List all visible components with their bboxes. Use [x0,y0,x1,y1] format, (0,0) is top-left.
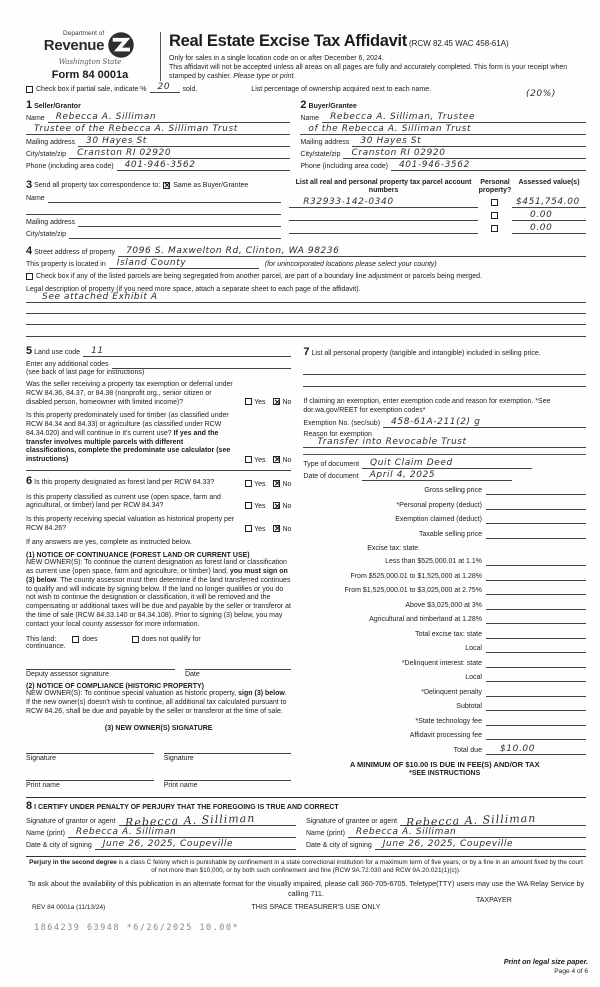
does-label: does [82,636,98,644]
correspondence-label: Send all property tax correspondence to: [34,181,161,189]
deputy-assessor-signature-label: Deputy assessor signature [26,671,109,679]
partial-sale-checkbox[interactable] [26,86,33,93]
buyer-name-label: Name [300,115,320,123]
sold-label: sold. [182,86,198,94]
section-7-divider [303,454,586,455]
print-name-label: Print name [26,781,60,789]
parcel-number-field-1[interactable] [289,198,478,208]
seller-mailing-field[interactable] [78,138,290,147]
title-rcw-reference: (RCW 82.45 WAC 458-61A) [408,39,509,48]
notice1-text-bold: you must sign on (3) below [26,568,288,584]
street-address-label: Street address of property [34,249,116,257]
type-or-print-note: Please type or print. [233,73,296,81]
street-address-value: 7096 S. Maxwelton Rd, Clinton, WA 98236 [126,246,340,257]
section-7 [300,345,586,789]
delinquent-penalty-field[interactable] [486,688,586,697]
seller-city-field[interactable] [69,150,290,159]
this-land-label: This land: [26,636,57,644]
signature-label: Signature [26,754,56,762]
fee-label: Affidavit processing fee [409,732,482,740]
buyer-grantee-title: Buyer/Grantee [308,103,357,111]
section-5-number: 5 [26,345,33,358]
section-8-number: 8 [26,799,33,812]
notice-continuance-title: (1) NOTICE OF CONTINUANCE (FOREST LAND OR CURRENT USE) [26,552,250,560]
current-use-no-checkbox[interactable] [273,502,280,509]
land-does-not-checkbox[interactable] [132,636,139,643]
yes-label: Yes [254,525,266,533]
reason-for-exemption-label: Reason for exemption [303,430,372,438]
notice-compliance-title: (2) NOTICE OF COMPLIANCE (HISTORIC PROPERTY) [26,683,204,691]
no-label: No [282,525,292,533]
section-3-number: 3 [26,179,33,192]
grantor-certify-block [26,812,306,850]
seller-mailing-value: 30 Hayes St [86,136,147,147]
see-instructions-note: *SEE INSTRUCTIONS [409,769,481,777]
assessed-value-header: Assessed value(s) [518,179,580,187]
segregated-label: Check box if any of the listed parcels are being segregated from another parcel, are part of a boundary line adjustment or parcels being merged. [36,273,482,281]
yes-label: Yes [254,480,266,488]
county-field[interactable] [109,260,259,269]
affidavit-processing-fee-field[interactable] [486,731,586,740]
personal-property-checkbox-3[interactable] [491,225,498,232]
seller-name-field-line2[interactable] [26,126,290,135]
dept-of-label: Department of [63,30,105,37]
timber-question [26,412,239,465]
buyer-city-field[interactable] [343,150,586,159]
total-due-value: $10.00 [499,743,536,754]
fee-label: From $525,000.01 to $1,525,000 at 1.28% [350,572,482,580]
page-footer [26,856,586,933]
historic-no-checkbox[interactable] [273,525,280,532]
exemption-claimed-field[interactable] [486,515,586,524]
county-value: Island County [116,258,187,269]
buyer-phone-value: 401-946-3562 [398,160,470,171]
forest-no-checkbox[interactable] [273,480,280,487]
new-owner-print-name-field-1[interactable] [26,771,154,781]
grantee-signature-field[interactable] [400,811,586,829]
personal-property-checkbox-2[interactable] [491,212,498,219]
assessed-value-field-1[interactable] [512,198,586,208]
deputy-date-label: Date [184,671,200,679]
correspondence-name-field[interactable] [48,194,282,203]
timber-yes-checkbox[interactable] [245,456,252,463]
seller-name-value2: Trustee of the Rebecca A. Silliman Trust [34,124,238,135]
cashier-stamp: 1864239 63948 *6/26/2025 10.00* [34,922,240,933]
historic-property-question: Is this property receiving special valuation as historical property per RCW 84.26? [26,516,235,532]
revenue-wordmark: Revenue [43,37,105,54]
timber-question-text: Is this property predominately used for timber (as classified under RCW 84.34 and 84.33) or agriculture (as classified under RCW 84.34.020) and will continue in it's current use? [26,412,229,437]
forest-yes-checkbox[interactable] [245,480,252,487]
minimum-due-note: A MINIMUM OF $10.00 IS DUE IN FEE(S) AND/OR TAX [349,759,540,769]
notice2-text-a: NEW OWNER(S): To continue special valuation as historic property, [26,690,239,698]
header-notes [169,54,586,81]
seller-name-label: Name [26,115,45,123]
seller-grantor-title: Seller/Grantor [34,103,81,111]
correspondence-mailing-field[interactable] [78,218,281,227]
additional-codes-field[interactable] [112,360,292,369]
grantee-signature-value: Rebecca A. Silliman [405,811,537,829]
no-label: No [282,503,292,511]
dor-logo-block [26,30,154,81]
forest-land-question: Is this property designated as forest land per RCW 84.33? [34,478,215,486]
delinquent-interest-local-field[interactable] [486,673,586,682]
tax-tier1-field[interactable] [486,557,586,566]
same-as-buyer-label: Same as Buyer/Grantee [173,181,249,189]
assessed-value-1: $451,754.00 [515,197,580,208]
fee-label: Total excise tax: state [415,630,482,638]
fee-label: From $1,525,000.01 to $3,025,000 at 2.75% [344,587,482,595]
section-4-number: 4 [26,245,33,258]
parcel-numbers-header: List all real and personal property tax parcel account numbers [295,179,472,195]
same-as-buyer-checkbox[interactable] [163,182,170,189]
assessed-value-field-2[interactable] [512,211,586,221]
personal-property-line-1[interactable] [303,365,586,375]
document-date-value: April 4, 2025 [369,469,436,480]
correspondence-name-label: Name [26,195,45,203]
form-number: Form 84 0001a [51,69,129,81]
personal-property-deduct-field[interactable] [486,501,586,510]
section-6-number: 6 [26,474,33,487]
fee-label: Exemption claimed (deduct) [395,516,482,524]
print-name-label: Print name [163,781,198,789]
tax-tier4-field[interactable] [486,601,586,610]
agricultural-timberland-field[interactable] [486,615,586,624]
seller-phone-field[interactable] [117,162,291,171]
legal-description-value: See attached Exhibit A [42,292,158,303]
rev-number: REV 84 0001a (11/13/24) [32,903,106,911]
correspondence-city-field[interactable] [69,230,281,239]
fee-label: Subtotal [456,703,482,711]
yes-label: Yes [254,399,266,407]
seller-phone-value: 401-946-3562 [124,160,196,171]
buyer-phone-field[interactable] [391,162,586,171]
yes-label: Yes [254,503,266,511]
street-address-field[interactable] [118,248,586,257]
excise-tax-state-header: Excise tax: state [367,544,419,552]
section-1-number: 1 [26,99,33,112]
buyer-name-field[interactable] [322,114,586,123]
assessed-value-field-3[interactable] [512,224,586,234]
fee-label: *Delinquent interest: state [401,659,482,667]
timber-no-checkbox[interactable] [273,456,280,463]
buyer-name-field-line2[interactable] [300,126,586,135]
correspondence-mailing-label: Mailing address [26,219,76,227]
dor-swirl-icon [106,30,136,60]
notice2-text-bold: sign (3) below [238,690,285,698]
seller-grantor-section [26,99,300,171]
yes-label: Yes [254,456,266,464]
grantor-signature-field[interactable] [119,811,296,829]
partial-sale-label: Check box if partial sale, indicate % [36,86,147,94]
current-use-yes-checkbox[interactable] [245,502,252,509]
fee-label: Less than $525,000.01 at 1.1% [385,558,482,566]
located-in-label: This property is located in [26,261,106,269]
buyer-mailing-value: 30 Hayes St [360,136,422,147]
parcel-row [289,211,586,221]
reason-for-exemption-value: Transfer into Revocable Trust [317,436,467,447]
current-use-question: Is this property classified as current use (open space, farm and agricultural, or timber) land per RCW 84.34? [26,493,221,510]
left-column [26,345,300,789]
seller-exemption-question: Was the seller receiving a property tax exemption or deferral under RCW 84.36, 84.37, or 84.38 (nonprofit org., senior citizen or disabled person, homeowner with limited income)? [26,381,233,406]
land-use-code-label: Land use code [34,349,81,357]
assessed-value-3: 0.00 [529,223,553,234]
grantor-date-city-label: Date & city of signing [26,841,92,849]
document-date-field[interactable] [362,469,512,481]
land-use-code-field[interactable] [83,348,291,357]
section-7-number: 7 [303,346,310,359]
correspondence-city-label: City/state/zip [26,231,67,239]
ownership-percent-handwritten: (20%) [525,89,556,100]
header-note-1: Only for sales in a single location code on or after December 6, 2024. [169,55,384,62]
grantee-date-city-label: Date & city of signing [306,841,372,849]
segregated-checkbox[interactable] [26,273,33,280]
grantor-signature-label: Signature of grantor or agent [26,817,116,825]
notice-compliance-body [26,690,291,716]
legal-description-line-3[interactable] [26,315,586,325]
legal-description-line-2[interactable] [26,304,586,314]
additional-codes-note: (see back of last page for instructions) [26,369,145,377]
parcel-row [289,224,586,234]
assessed-value-2: 0.00 [529,210,553,221]
deputy-date-field[interactable] [185,660,291,670]
grantee-print-name-field[interactable] [348,826,586,838]
total-due-label: Total due [453,746,482,754]
land-does-checkbox[interactable] [72,636,79,643]
seller-exemption-yes-checkbox[interactable] [245,398,252,405]
form-header [26,30,586,81]
perjury-certification-statement: I CERTIFY UNDER PENALTY OF PERJURY THAT THE FOREGOING IS TRUE AND CORRECT [34,803,339,811]
buyer-name-value: Rebecca A. Silliman, Trustee [330,112,476,123]
new-owner-print-name-field-2[interactable] [164,771,292,781]
tax-tier2-field[interactable] [486,572,586,581]
exemption-number-label: Exemption No. (sec/sub) [303,419,381,427]
land-use-code-value: 11 [91,346,104,357]
fee-label: *Delinquent penalty [421,688,482,696]
taxpayer-label: TAXPAYER [476,896,512,904]
additional-codes-label: Enter any additional codes [26,361,109,369]
treasurer-use-only-label: THIS SPACE TREASURER'S USE ONLY [251,903,381,911]
taxable-selling-price-field[interactable] [486,530,586,539]
section-2-number: 2 [300,99,307,112]
grantor-date-city-field[interactable] [95,838,296,850]
fee-label: Local [465,674,482,682]
buyer-name-value2: of the Rebecca A. Silliman Trust [308,124,472,135]
seller-phone-label: Phone (including area code) [26,163,114,171]
local-tax-field[interactable] [486,644,586,653]
perjury-note [26,859,586,876]
seller-name-field[interactable] [48,114,291,123]
exemption-number-value: 458-61A-211(2) g [391,416,481,427]
personal-property-list-label: List all personal property (tangible and intangible) included in selling price. [311,350,541,358]
grantor-signature-value: Rebecca A. Silliman [124,811,256,829]
subtotal-field[interactable] [486,702,586,711]
page-corner-notes [504,957,588,975]
total-due-field[interactable] [486,743,586,755]
notice1-text-c: . The county assessor must then determine if the land transferred continues to qualify and will indicate by signing below. If the land no longer qualifies or you do not wish to continue the designation or classification, it will be removed and the compensating or additional taxes will be due and payable by the seller or transferor at the time of sale (RCW 84.33.140 or 84.34.108). Prior to signing (3) below, you may contact your local county assessor for more information. [26,576,291,628]
fee-label: Agricultural and timberland at 1.28% [369,616,482,624]
parcel-row [289,198,586,208]
fee-label: Taxable selling price [418,530,482,538]
buyer-mailing-field[interactable] [352,138,586,147]
header-note-2: This affidavit will not be accepted unless all areas on all pages are fully and accurately completed. This form is your receipt when stamped by cashier. [169,64,568,81]
personal-property-line-2[interactable] [303,377,586,387]
legal-description-line-4[interactable] [26,327,586,337]
gross-selling-price-field[interactable] [486,486,586,495]
notice1-text-a: NEW OWNER(S): To continue the current designation as forest land or classification as current use (open space, farm and agriculture, or timber) land, [26,559,287,576]
no-label: No [282,456,292,464]
document-type-value: Quit Claim Deed [370,457,453,468]
fee-label: Local [465,645,482,653]
parcel-number-value-1: R32933-142-0340 [303,197,394,208]
delinquent-interest-state-field[interactable] [486,659,586,668]
grantor-print-name-value: Rebecca A. Silliman [75,826,177,837]
alternate-format-note: To ask about the availability of this publication in an alternate format for the visually impaired, please call 360-705-6705. Teletype(TTY) users may use the WA Relay Service by calling 711. [27,879,585,898]
section-6 [26,470,291,789]
county-note: (for unincorporated locations please select your county) [264,261,437,269]
grantee-signature-label: Signature of grantee or agent [306,817,398,825]
personal-property-checkbox-1[interactable] [491,199,498,206]
buyer-city-label: City/state/zip [300,151,341,159]
total-excise-tax-state-field[interactable] [486,630,586,639]
page-number: Page 4 of 6 [554,968,588,975]
legal-description-label: Legal description of property (if you need more space, attach a separate sheet to each page of the affidavit). [26,286,361,294]
washington-state-label: Washington State [58,58,122,66]
seller-city-label: City/state/zip [26,151,67,159]
correspondence-name-field-line2[interactable] [26,206,281,215]
exemption-note: If claiming an exemption, enter exemption code and reason for exemption. *See dor.wa.gov/REET for exemption codes* [303,398,551,415]
fee-label: *Personal property (deduct) [396,501,482,509]
tax-tier3-field[interactable] [486,586,586,595]
grantee-certify-block [306,812,586,850]
certification-section [26,797,586,850]
perjury-bold-text: Perjury in the second degree [29,858,117,866]
no-label: No [282,480,292,488]
notice-continuance-body [26,559,291,629]
header-divider [160,32,161,81]
buyer-mailing-label: Mailing address [300,139,350,147]
notice2-text-c: . If the new owner(s) doesn't wish to continue, all additional tax calculated pursuant to RCW 84.26, shall be due and payable by the seller or transferor at the time of sale. [26,690,287,715]
buyer-grantee-section [300,89,586,171]
seller-city-value: Cranston RI 02920 [77,148,172,159]
ownership-percentage-note: List percentage of ownership acquired next to each name. [251,86,432,94]
state-technology-fee-field[interactable] [486,717,586,726]
legal-description-field[interactable] [26,293,586,303]
parcel-table [289,179,586,239]
timber-question-bold: If yes and the transfer involves multiple parcels with different classifications, complete the predominate use calculator (see instructions) [26,429,231,464]
page-title: Real Estate Excise Tax Affidavit [169,32,408,50]
grantor-date-city-value: June 26, 2025, Coupeville [102,838,234,849]
no-label: No [282,399,292,407]
document-date-label: Date of document [303,472,359,480]
document-type-field[interactable] [362,457,532,469]
partial-sale-percent-value: 20 [157,82,171,93]
if-yes-note: If any answers are yes, complete as instructed below. [26,538,192,546]
grantee-print-name-value: Rebecca A. Silliman [355,826,457,837]
does-not-label: does not qualify for [141,636,201,644]
partial-sale-percent-field[interactable] [150,82,180,93]
grantee-date-city-field[interactable] [375,838,586,850]
fee-label: Above $3,025,000 at 3% [405,601,482,609]
exemption-number-field[interactable] [383,416,586,428]
new-owner-signature-field-1[interactable] [26,744,154,754]
seller-name-value: Rebecca A. Silliman [55,112,157,123]
parcel-number-field-3[interactable] [289,224,478,234]
property-address-section [26,245,586,337]
fee-label: Gross selling price [424,487,482,495]
signature-label: Signature [163,754,194,762]
historic-yes-checkbox[interactable] [245,525,252,532]
grantor-print-name-field[interactable] [68,826,296,838]
tax-correspondence-section [26,179,289,239]
reason-for-exemption-field[interactable] [303,438,586,448]
personal-property-header: Personal property? [478,179,512,195]
grantee-date-city-value: June 26, 2025, Coupeville [382,838,514,849]
new-owner-signature-field-2[interactable] [164,744,292,754]
fee-label: *State technology fee [415,717,482,725]
grantee-print-name-label: Name (print) [306,829,345,837]
print-legal-size-note: Print on legal size paper. [503,957,588,966]
seller-mailing-label: Mailing address [26,139,76,147]
document-type-label: Type of document [303,460,360,468]
buyer-city-value: Cranston RI 02920 [351,148,446,159]
continuance-label: continuance. [26,643,66,651]
new-owner-signature-title: (3) NEW OWNER(S) SIGNATURE [104,724,213,732]
seller-exemption-no-checkbox[interactable] [273,398,280,405]
buyer-phone-label: Phone (including area code) [300,163,388,171]
perjury-rest-text: is a class C felony which is punishable by confinement in a state correctional institution for a maximum term of five years, or by a fine in an amount fixed by the court of not more than $10,000, or by both such confinement and fine (RCW 9A.72.030 and RCW 9A.20.021(1)(c)). [116,858,583,874]
deputy-assessor-signature-field[interactable] [26,660,175,670]
grantor-print-name-label: Name (print) [26,829,65,837]
parcel-number-field-2[interactable] [289,211,478,221]
